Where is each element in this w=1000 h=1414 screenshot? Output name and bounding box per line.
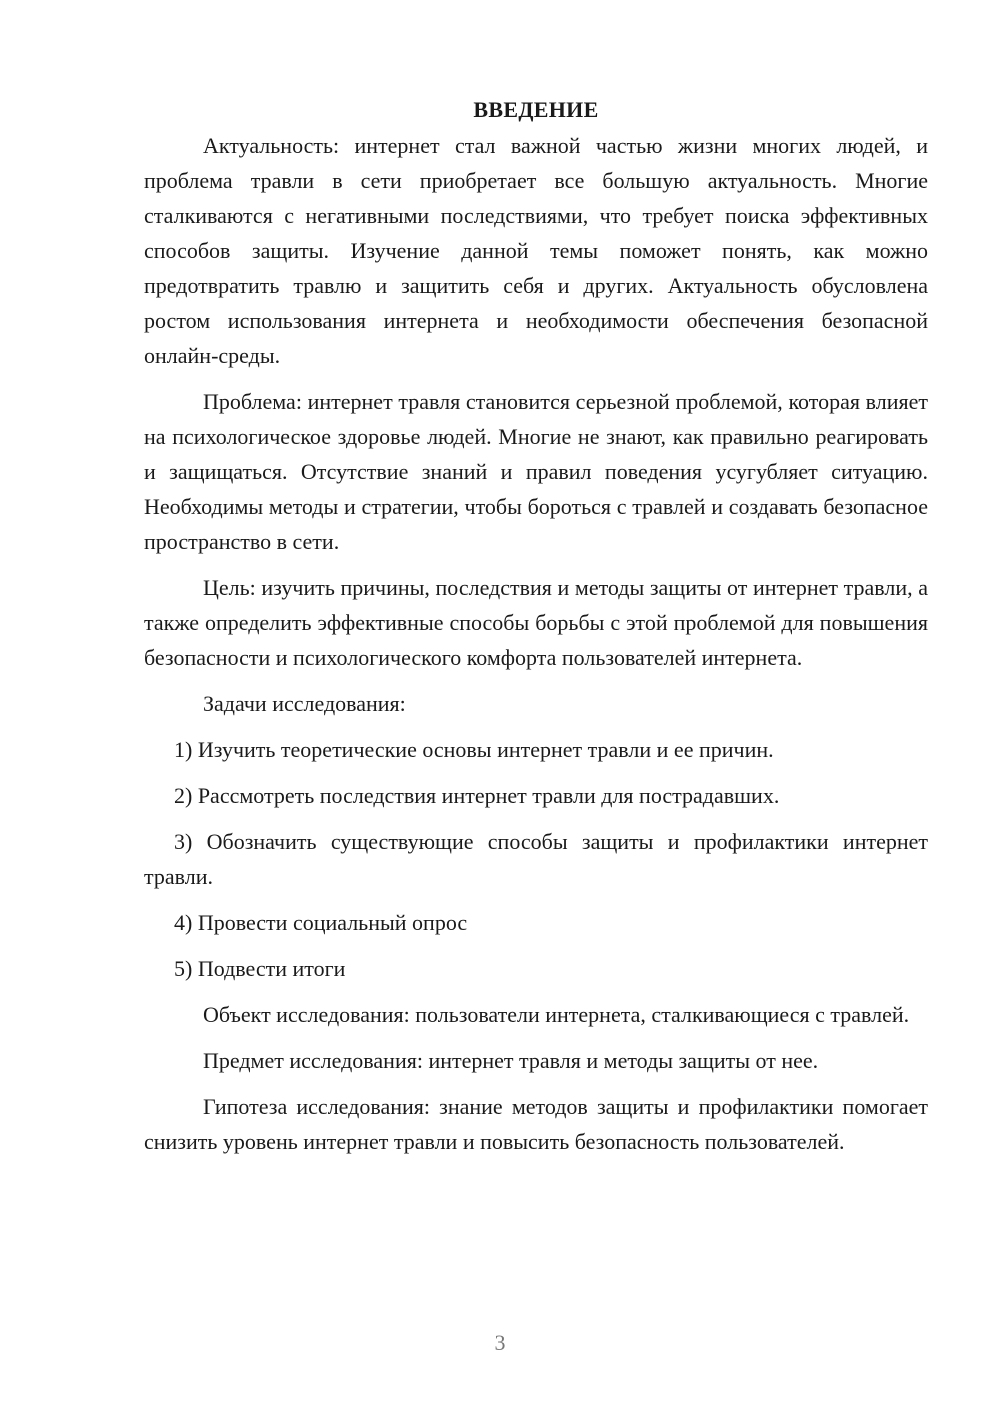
task-item-4: 4) Провести социальный опрос — [174, 910, 468, 935]
tasks-heading: Задачи исследования: — [203, 691, 406, 716]
page-number: 3 — [494, 1330, 506, 1355]
subject-paragraph: Предмет исследования: интернет травля и методы защиты от нее. — [203, 1048, 819, 1073]
task-item-3: 3) Обозначить существующие способы защиты и профилактики интернет травли. — [144, 829, 928, 889]
problem-paragraph: Проблема: интернет травля становится серьезной проблемой, которая влияет на психологическое здоровье людей. Многие не знают, как правильно реагировать и защищаться. Отсутствие знаний и правил поведения усугубляет ситуацию. Необходимы методы и стратегии, чтобы бороться с травлей и создавать безопасное пространство в сети. — [144, 389, 928, 554]
hypothesis-paragraph: Гипотеза исследования: знание методов защиты и профилактики помогает снизить уровень интернет травли и повысить безопасность пользователей. — [144, 1094, 928, 1154]
relevance-paragraph: Актуальность: интернет стал важной частью жизни многих людей, и проблема травли в сети приобретает все большую актуальность. Многие сталкиваются с негативными последствиями, что требует поиска эффективных способов защиты. Изучение данной темы поможет понять, как можно предотвратить травлю и защитить себя и других. Актуальность обусловлена ростом использования интернета и необходимости обеспечения безопасной онлайн-среды. — [144, 133, 928, 368]
document-page — [144, 92, 928, 1170]
goal-paragraph: Цель: изучить причины, последствия и методы защиты от интернет травли, а также определить эффективные способы борьбы с этой проблемой для повышения безопасности и психологического комфорта пользователей интернета. — [144, 575, 928, 670]
task-item-1: 1) Изучить теоретические основы интернет травли и ее причин. — [174, 737, 774, 762]
object-paragraph: Объект исследования: пользователи интернета, сталкивающиеся с травлей. — [203, 1002, 910, 1027]
task-item-5: 5) Подвести итоги — [174, 956, 346, 981]
document-title: ВВЕДЕНИЕ — [473, 97, 599, 122]
task-item-2: 2) Рассмотреть последствия интернет травли для пострадавших. — [174, 783, 780, 808]
